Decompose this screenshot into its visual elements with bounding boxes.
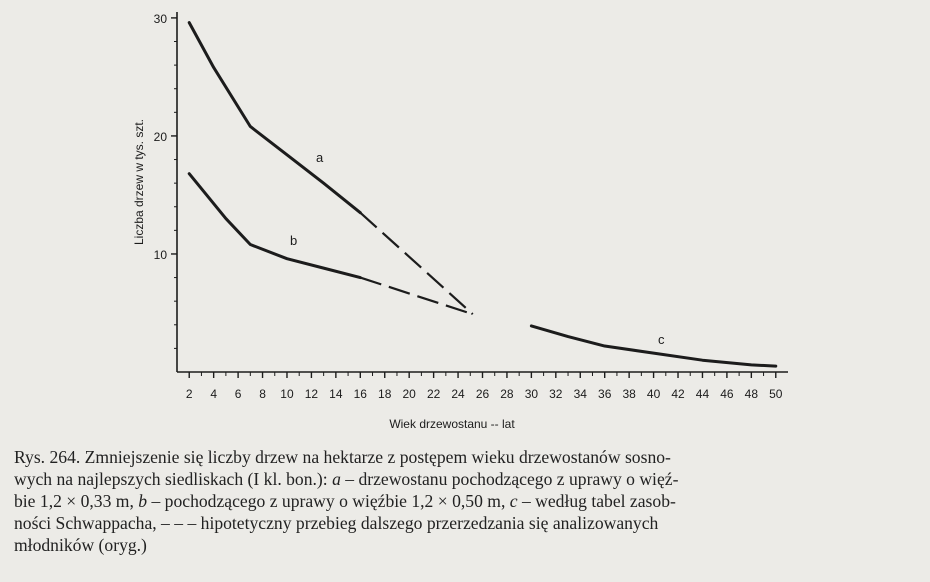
caption-line bbox=[14, 512, 919, 534]
x-tick-label: 40 bbox=[646, 387, 661, 401]
series-a-label: a bbox=[316, 150, 324, 165]
caption-text: Rys. 264. Zmniejszenie się liczby drzew na hektarze z postępem wieku drzewostanów sosno- bbox=[14, 447, 671, 467]
x-tick-label: 24 bbox=[451, 387, 465, 401]
x-tick-label: 12 bbox=[304, 387, 319, 401]
y-axis-title: Liczba drzew w tys. szt. bbox=[132, 118, 146, 246]
caption-text: wych na najlepszych siedliskach (I kl. bon.): bbox=[14, 469, 333, 489]
series-c-line bbox=[531, 326, 775, 366]
caption-series-letter: b bbox=[138, 491, 148, 511]
x-tick-label: 36 bbox=[598, 387, 612, 401]
x-tick-label: 50 bbox=[769, 387, 783, 401]
y-tick-label: 20 bbox=[153, 129, 167, 144]
caption-line bbox=[14, 490, 919, 512]
caption-text: – pochodzącego z uprawy o więźbie 1,2 × 0,50 m, bbox=[147, 491, 510, 511]
x-tick-label: 44 bbox=[695, 387, 710, 401]
x-tick-label: 6 bbox=[234, 387, 242, 401]
x-tick-label: 28 bbox=[500, 387, 514, 401]
x-tick-label: 48 bbox=[744, 387, 759, 401]
caption-text: – według tabel zasob- bbox=[517, 491, 676, 511]
caption-text: – drzewostanu pochodzącego z uprawy o więź- bbox=[340, 469, 679, 489]
x-tick-label: 14 bbox=[329, 387, 343, 401]
series-b-hypothetical-line bbox=[360, 278, 472, 315]
x-tick-label: 2 bbox=[185, 387, 193, 401]
chart-axes bbox=[177, 12, 788, 372]
y-tick-label: 30 bbox=[153, 11, 167, 26]
x-tick-label: 20 bbox=[402, 387, 416, 401]
x-tick-label: 26 bbox=[475, 387, 490, 401]
series-a-hypothetical-line bbox=[360, 213, 472, 315]
x-tick-label: 16 bbox=[353, 387, 367, 401]
x-tick-label: 38 bbox=[622, 387, 636, 401]
series-b-line bbox=[189, 174, 360, 278]
x-tick-label: 32 bbox=[549, 387, 563, 401]
series-b bbox=[189, 174, 473, 314]
figure-caption bbox=[14, 446, 919, 556]
caption-series-letter: a bbox=[332, 469, 341, 489]
x-tick-label: 42 bbox=[671, 387, 685, 401]
x-tick-label: 18 bbox=[378, 387, 392, 401]
caption-text: młodników (oryg.) bbox=[14, 535, 147, 555]
x-tick-label: 10 bbox=[280, 387, 294, 401]
series-c-label: c bbox=[658, 332, 665, 347]
x-tick-label: 46 bbox=[720, 387, 734, 401]
series-c bbox=[531, 326, 775, 366]
caption-line bbox=[14, 446, 919, 468]
caption-line bbox=[14, 534, 919, 556]
x-tick-label: 30 bbox=[524, 387, 539, 401]
chart-ticks bbox=[154, 12, 783, 401]
chart-series bbox=[189, 23, 776, 366]
x-tick-label: 8 bbox=[259, 387, 266, 401]
series-a-line bbox=[189, 23, 360, 213]
x-tick-label: 34 bbox=[573, 387, 587, 401]
x-tick-label: 4 bbox=[210, 387, 218, 401]
caption-line bbox=[14, 468, 919, 490]
caption-text: ności Schwappacha, – – – hipotetyczny przebieg dalszego przerzedzania się analizowanych bbox=[14, 513, 659, 533]
y-tick-label: 10 bbox=[153, 247, 167, 262]
x-axis-title: Wiek drzewostanu -- lat bbox=[389, 417, 515, 431]
series-b-label: b bbox=[290, 233, 298, 248]
caption-text: bie 1,2 × 0,33 m, bbox=[14, 491, 139, 511]
x-tick-label: 22 bbox=[426, 387, 441, 401]
caption-series-letter: c bbox=[509, 491, 518, 511]
